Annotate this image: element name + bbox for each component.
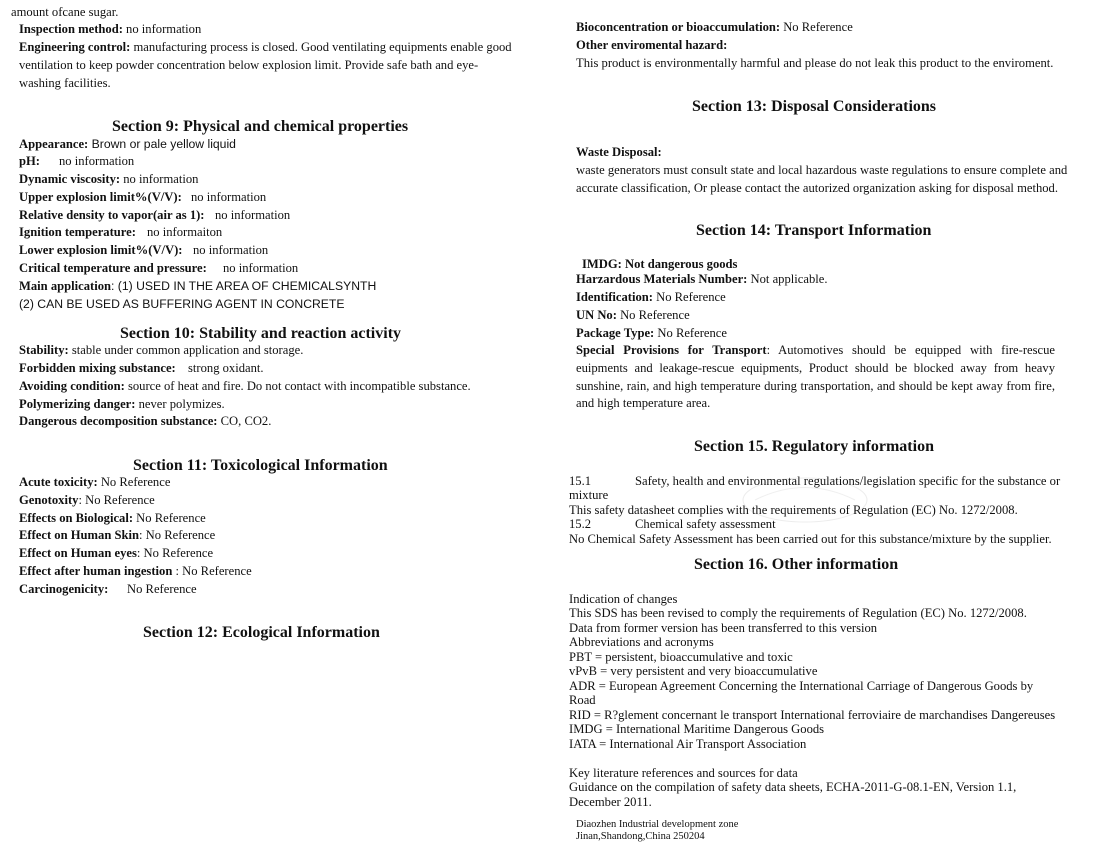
- dynamic-viscosity: Dynamic viscosity: no information: [19, 172, 199, 186]
- main-application: Main application: (1) USED IN THE AREA OF CHEMICALSYNTH: [19, 279, 377, 293]
- section-13-title: Section 13: Disposal Considerations: [692, 98, 937, 115]
- literature-line: Key literature references and sources for data: [569, 766, 798, 780]
- critical-temperature: Critical temperature and pressure: no information: [19, 261, 299, 275]
- section-16-title: Section 16. Other information: [694, 556, 899, 573]
- other-info-line: vPvB = very persistent and very bioaccumulative: [569, 664, 818, 678]
- reg-15-2: 15.2 Chemical safety assessment: [569, 517, 776, 531]
- un-no: UN No: No Reference: [576, 308, 690, 322]
- engineering-control: Engineering control: manufacturing process is closed. Good ventilating equipments enable good: [19, 40, 512, 54]
- effect-on-human-skin: Effect on Human Skin: No Reference: [19, 528, 216, 542]
- main-application-line2: (2) CAN BE USED AS BUFFERING AGENT IN CONCRETE: [19, 297, 345, 311]
- effect-on-human-eyes: Effect on Human eyes: No Reference: [19, 546, 214, 560]
- imdg-status: IMDG: Not dangerous goods: [582, 257, 738, 271]
- section-12-title: Section 12: Ecological Information: [143, 624, 380, 641]
- package-type: Package Type: No Reference: [576, 326, 727, 340]
- lower-explosion-limit: Lower explosion limit%(V/V): no information: [19, 243, 269, 257]
- waste-disposal-line1: waste generators must consult state and local hazardous waste regulations to ensure complete and: [576, 163, 1068, 177]
- intro-tail: amount ofcane sugar.: [11, 5, 119, 19]
- reg-chemical-safety: No Chemical Safety Assessment has been carried out for this substance/mixture by the supplier.: [569, 532, 1052, 546]
- section-9-title: Section 9: Physical and chemical properties: [112, 118, 409, 135]
- other-info-line: IMDG = International Maritime Dangerous Goods: [569, 722, 825, 736]
- other-info-line: Road: [569, 693, 596, 707]
- other-info-line: This SDS has been revised to comply the requirements of Regulation (EC) No. 1272/2008.: [569, 606, 1027, 620]
- appearance: Appearance: Brown or pale yellow liquid: [19, 137, 236, 151]
- ignition-temperature: Ignition temperature: no informaiton: [19, 225, 223, 239]
- other-info-line: ADR = European Agreement Concerning the International Carriage of Dangerous Goods by: [569, 679, 1034, 693]
- genotoxity: Genotoxity: No Reference: [19, 493, 155, 507]
- dangerous-decomposition: Dangerous decomposition substance: CO, CO2.: [19, 414, 272, 428]
- reg-15-1: 15.1 Safety, health and environmental regulations/legislation specific for the substance or: [569, 474, 1061, 488]
- footer-address-line2: Jinan,Shandong,China 250204: [576, 831, 705, 842]
- stability: Stability: stable under common application and storage.: [19, 343, 304, 357]
- waste-disposal-label: Waste Disposal:: [576, 145, 662, 159]
- other-environmental-hazard: Other enviromental hazard:: [576, 38, 728, 52]
- avoiding-condition: Avoiding condition: source of heat and fire. Do not contact with incompatible substance.: [19, 379, 471, 393]
- literature-line: December 2011.: [569, 795, 652, 809]
- special-provisions: Special Provisions for Transport: Automotives should be equipped with fire-rescue euipments and leakage-rescue equipments, Product should be blocked away from heavy sunshine, rain, and high temperature during transportation, and should be kept away from fire, and high temperature area.: [576, 343, 1055, 411]
- section-10-title: Section 10: Stability and reaction activity: [120, 325, 402, 342]
- watermark-icon: [735, 470, 875, 530]
- section-14-title: Section 14: Transport Information: [696, 222, 932, 239]
- engineering-control-line3: washing facilities.: [19, 76, 111, 90]
- watermark-graphic: [735, 470, 875, 530]
- other-info-line: Abbreviations and acronyms: [569, 635, 714, 649]
- bioconcentration: Bioconcentration or bioaccumulation: No Reference: [576, 20, 853, 34]
- section-11-title: Section 11: Toxicological Information: [133, 457, 388, 474]
- effect-after-ingestion: Effect after human ingestion : No Reference: [19, 564, 252, 578]
- hazardous-materials-number: Harzardous Materials Number: Not applicable.: [576, 272, 828, 286]
- reg-mixture: mixture: [569, 488, 609, 502]
- other-environmental-text: This product is environmentally harmful and please do not leak this product to the enviroment.: [576, 56, 1054, 70]
- ph: pH: no information: [19, 154, 135, 168]
- carcinogenicity: Carcinogenicity: No Reference: [19, 582, 197, 596]
- inspection-method: Inspection method: no information: [19, 22, 202, 36]
- section-15-title: Section 15. Regulatory information: [694, 438, 934, 455]
- engineering-control-line2: ventilation to keep powder concentration below explosion limit. Provide safe bath and eye-: [19, 58, 479, 72]
- reg-compliance: This safety datasheet complies with the requirements of Regulation (EC) No. 1272/2008.: [569, 503, 1018, 517]
- other-info-line: RID = R?glement concernant le transport International ferroviaire de marchandises Dangereuses: [569, 708, 1056, 722]
- relative-density: Relative density to vapor(air as 1): no information: [19, 208, 291, 222]
- footer-address-line1: Diaozhen Industrial development zone: [576, 819, 739, 830]
- other-info-line: IATA = International Air Transport Association: [569, 737, 807, 751]
- forbidden-mixing: Forbidden mixing substance: strong oxidant.: [19, 361, 264, 375]
- acute-toxicity: Acute toxicity: No Reference: [19, 475, 171, 489]
- other-info-line: Data from former version has been transferred to this version: [569, 621, 878, 635]
- effects-on-biological: Effects on Biological: No Reference: [19, 511, 206, 525]
- literature-line: Guidance on the compilation of safety data sheets, ECHA-2011-G-08.1-EN, Version 1.1,: [569, 780, 1017, 794]
- upper-explosion-limit: Upper explosion limit%(V/V): no information: [19, 190, 267, 204]
- waste-disposal-line2: accurate classification, Or please contact the autorized organization asking for disposal method.: [576, 181, 1058, 195]
- identification: Identification: No Reference: [576, 290, 726, 304]
- other-info-line: PBT = persistent, bioaccumulative and toxic: [569, 650, 793, 664]
- other-info-line: Indication of changes: [569, 592, 678, 606]
- polymerizing-danger: Polymerizing danger: never polymizes.: [19, 397, 225, 411]
